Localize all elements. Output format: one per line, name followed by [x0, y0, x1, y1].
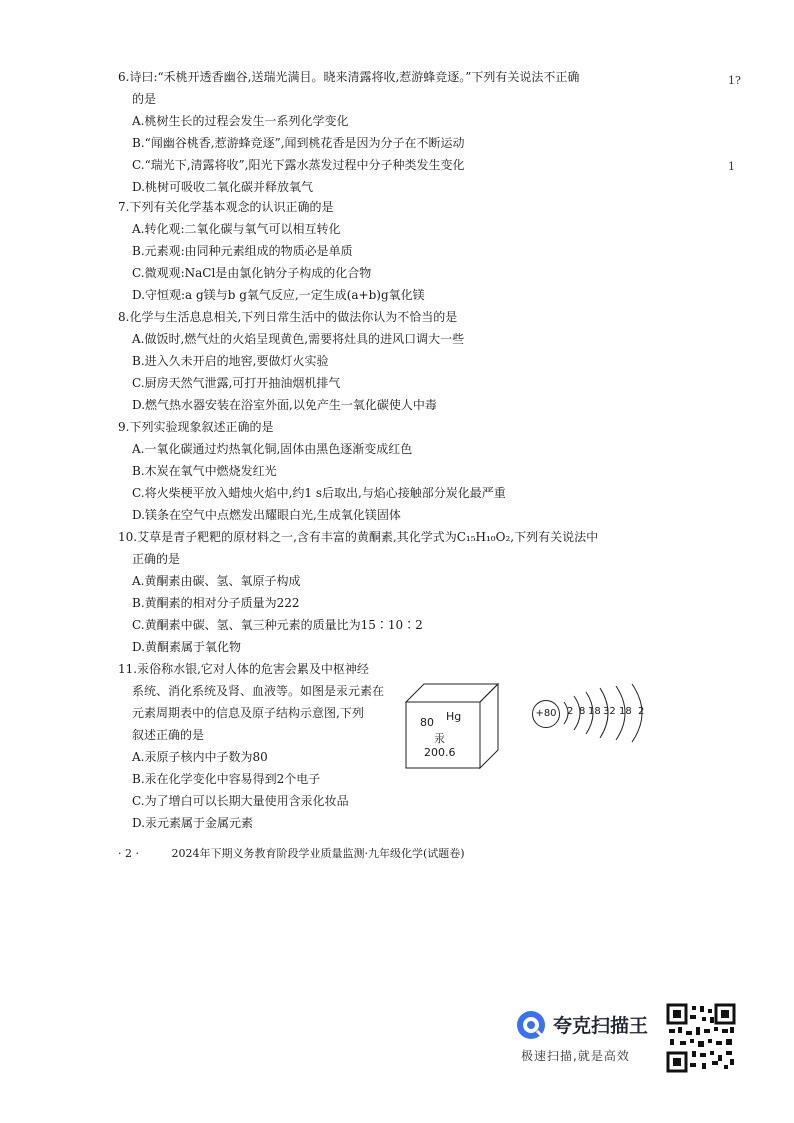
option-b: B.元素观:由同种元素组成的物质必是单质 — [132, 244, 353, 258]
atomic-number: 80 — [420, 716, 434, 729]
option-a: A.做饭时,燃气灶的火焰呈现黄色,需要将灶具的进风口调大一些 — [132, 332, 465, 346]
option-a: A.一氧化碳通过灼热氧化铜,固体由黑色逐渐变成红色 — [132, 442, 413, 456]
question-7 — [118, 196, 678, 306]
question-8 — [118, 306, 678, 416]
question-10 — [118, 526, 678, 658]
option-b: B.进入久未开启的地窖,要做灯火实验 — [132, 354, 329, 368]
option-a: A.转化观:二氧化碳与氧气可以相互转化 — [132, 222, 341, 236]
question-stem: 的是 — [132, 92, 157, 106]
option-b: B.“闻幽谷桃香,惹游蜂竞逐”,闻到桃花香是因为分子在不断运动 — [132, 136, 465, 150]
option-c: C.黄酮素中碳、氢、氧三种元素的质量比为15∶10∶2 — [132, 618, 423, 632]
question-stem: 10.艾草是青子粑粑的原材料之一,含有丰富的黄酮素,其化学式为C₁₅H₁₀O₂,下列有关说法中 — [118, 530, 599, 544]
option-d: D.燃气热水器安装在浴室外面,以免产生一氧化碳使人中毒 — [132, 398, 437, 412]
option-d: D.守恒观:a g镁与b g氧气反应,一定生成(a+b)g氧化镁 — [132, 288, 425, 302]
question-11 — [118, 658, 408, 834]
page-footer — [118, 845, 465, 861]
page-number: · 2 · — [118, 847, 139, 860]
exam-title: 2024年下期义务教育阶段学业质量监测·九年级化学(试题卷) — [171, 847, 465, 860]
element-symbol: Hg — [446, 710, 462, 723]
brand-slogan: 极速扫描,就是高效 — [521, 1049, 630, 1063]
atomic-mass: 200.6 — [424, 746, 456, 759]
option-d: D.桃树可吸收二氧化碳并释放氧气 — [132, 180, 314, 194]
option-c: C.厨房天然气泄露,可打开抽油烟机排气 — [132, 376, 341, 390]
question-stem: 叙述正确的是 — [132, 728, 205, 742]
question-9 — [118, 416, 678, 526]
shell-electrons: 32 — [603, 706, 616, 717]
question-stem: 8.化学与生活息息相关,下列日常生活中的做法你认为不恰当的是 — [118, 310, 458, 324]
shell-electrons: 18 — [588, 706, 601, 717]
nucleus: +80 — [532, 700, 560, 728]
option-d: D.汞元素属于金属元素 — [132, 816, 254, 830]
question-stem: 11.汞俗称水银,它对人体的危害会累及中枢神经 — [118, 662, 369, 676]
option-b: B.木炭在氧气中燃烧发红光 — [132, 464, 277, 478]
option-d: D.黄酮素属于氧化物 — [132, 640, 242, 654]
question-stem: 6.诗曰:“禾桃开透香幽谷,送瑞光满目。晓来清露将收,惹游蜂竞逐。”下列有关说法不正确 — [118, 70, 580, 84]
scanner-watermark — [515, 1007, 660, 1067]
option-c: C.为了增白可以长期大量使用含汞化妆品 — [132, 794, 349, 808]
question-6 — [118, 66, 678, 198]
question-stem: 元素周期表中的信息及原子结构示意图,下列 — [132, 706, 364, 720]
option-c: C.微观观:NaCl是由氯化钠分子构成的化合物 — [132, 266, 372, 280]
question-stem: 9.下列实验现象叙述正确的是 — [118, 420, 274, 434]
option-c: C.将火柴梗平放入蜡烛火焰中,约1 s后取出,与焰心接触部分炭化最严重 — [132, 486, 506, 500]
qr-code-icon — [666, 1003, 736, 1073]
option-a: A.桃树生长的过程会发生一系列化学变化 — [132, 114, 349, 128]
margin-mark: 1 — [728, 160, 735, 173]
atomic-structure-diagram — [528, 684, 658, 744]
option-c: C.“瑞光下,清露将收”,阳光下露水蒸发过程中分子种类发生变化 — [132, 158, 465, 172]
brand-name: 夸克扫描王 — [553, 1015, 649, 1037]
option-d: D.镁条在空气中点燃发出耀眼白光,生成氧化镁固体 — [132, 508, 401, 522]
option-a: A.汞原子核内中子数为80 — [132, 750, 268, 764]
margin-mark: 1? — [728, 74, 741, 87]
shell-electrons: 2 — [567, 706, 574, 717]
quark-logo-icon — [515, 1009, 547, 1041]
shell-electrons: 2 — [638, 706, 645, 717]
question-stem: 系统、消化系统及肾、血液等。如图是汞元素在 — [132, 684, 385, 698]
element-name: 汞 — [434, 732, 445, 745]
shell-electrons: 8 — [579, 706, 586, 717]
element-card-mercury — [404, 680, 480, 764]
option-a: A.黄酮素由碳、氢、氧原子构成 — [132, 574, 301, 588]
question-stem: 7.下列有关化学基本观念的认识正确的是 — [118, 200, 334, 214]
question-stem: 正确的是 — [132, 552, 181, 566]
option-b: B.汞在化学变化中容易得到2个电子 — [132, 772, 321, 786]
shell-electrons: 18 — [619, 706, 632, 717]
option-b: B.黄酮素的相对分子质量为222 — [132, 596, 300, 610]
